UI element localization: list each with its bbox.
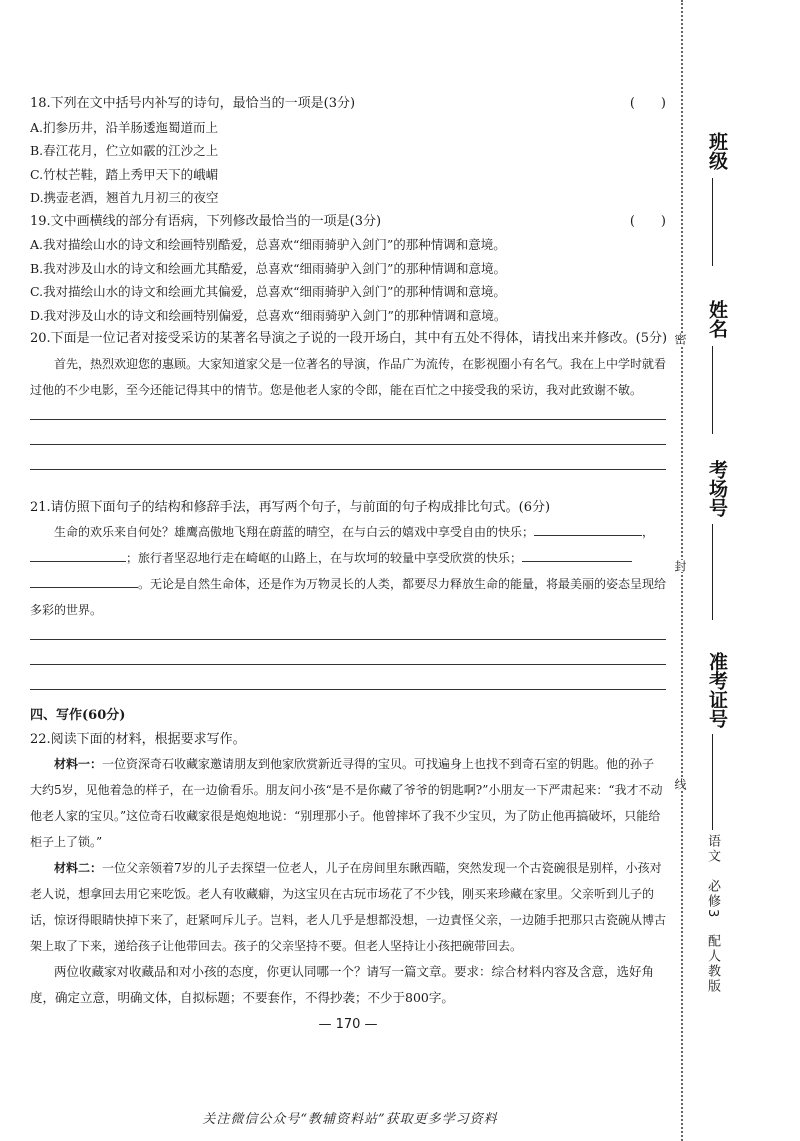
q19-option-b: B.我对涉及山水的诗文和绘画尤其酷爱，总喜欢“细雨骑驴入剑门”的那种情调和意境。: [30, 260, 506, 276]
main-content: [30, 92, 666, 1032]
seal-mark-feng: 封: [673, 560, 687, 572]
q21-line3: 。无论是自然生命体，还是作为万物灵长的人类，都要尽力释放生命的能量，将最美丽的姿态呈现给多彩的世界。: [30, 571, 666, 623]
q19-option-c: C.我对描绘山水的诗文和绘画尤其偏爱，总喜欢“细雨骑驴入剑门”的那种情调和意境。: [30, 284, 506, 299]
q19-answer-paren: ( ): [629, 213, 666, 229]
fill-blank[interactable]: [522, 547, 632, 562]
subject-label: 语文 必修3 配人教版: [705, 834, 720, 995]
page-number: — 170 —: [318, 1017, 378, 1032]
q19-option-a: A.我对描绘山水的诗文和绘画特别酷爱，总喜欢“细雨骑驴入剑门”的那种情调和意境。: [30, 237, 506, 252]
q21-line1: 生命的欢乐来自何处？雄鹰高傲地飞翔在蔚蓝的晴空，在与白云的嬉戏中享受自由的快乐； ，: [30, 519, 666, 545]
q20-stem: 20.下面是一位记者对接受采访的某著名导演之子说的一段开场白，其中有五处不得体，请找出来并修改。(5分): [30, 331, 668, 346]
fill-blank[interactable]: [30, 573, 138, 588]
q18-option-d: D.携壶老酒，翘首九月初三的夜空: [30, 190, 219, 205]
q21-stem: 21.请仿照下面句子的结构和修辞手法，再写两个句子，与前面的句子构成排比句式。(6分): [30, 499, 551, 515]
q21-line2: ；旅行者坚忍地行走在崎岖的山路上，在与坎坷的较量中享受欣赏的快乐；: [30, 545, 666, 571]
section-heading: 四、写作(60分): [30, 708, 126, 723]
q19-stem: 19.文中画横线的部分有语病，下列修改最恰当的一项是(3分) ( ): [30, 210, 666, 234]
class-label: 班级: [706, 132, 728, 170]
q18-answer-paren: ( ): [629, 96, 666, 111]
name-field[interactable]: [712, 346, 713, 434]
q18-stem: 18.下列在文中括号内补写的诗句，最恰当的一项是(3分) ( ): [30, 92, 666, 116]
name-label: 姓名: [706, 300, 728, 338]
exam-room-field[interactable]: [712, 524, 713, 620]
q22-material-1: 材料一：一位资深奇石收藏家邀请朋友到他家欣赏新近寻得的宝贝。可找遍身上也找不到奇石室的钥匙。他的孙子大约5岁，见他着急的样子，在一边偷看乐。朋友问小孩“是不是你藏了爷爷的钥匙啊?”小朋友一下严肃起来：“我才不动他老人家的宝贝。”这位奇石收藏家很是炮炮地说：“别理那小子。他曾摔坏了我不少宝贝，为了防止他再搞破坏，只能给柜子上了锁。”: [30, 757, 663, 849]
fill-blank[interactable]: [534, 521, 642, 536]
exam-room-label: 考场号: [706, 460, 728, 517]
q18-option-c: C.竹杖芒鞋，踏上秀甲天下的峨嵋: [30, 166, 219, 182]
q22-stem: 22.阅读下面的材料，根据要求写作。: [30, 731, 246, 747]
footer-notice: 关注微信公众号“教辅资料站”获取更多学习资料: [202, 1112, 498, 1127]
q19-option-d: D.我对涉及山水的诗文和绘画特别偏爱，总喜欢“细雨骑驴入剑门”的那种情调和意境。: [30, 307, 507, 323]
admission-id-field[interactable]: [712, 734, 713, 830]
seal-mark-mi: 密: [673, 333, 687, 345]
q18-option-a: A.扪参历井，沿羊肠逶迤蜀道而上: [30, 119, 219, 135]
q22-material-2: 材料二：一位父亲领着7岁的儿子去探望一位老人，儿子在房间里东瞅西瞄，突然发现一个古瓷碗很是别样，小孩对老人说，想拿回去用它来吃饭。老人有收藏癖，为这宝贝在古玩市场花了不少钱，刚买来珍藏在家里。父亲听到儿子的话，惊讶得眼睛快掉下来了，赶紧呵斥儿子。岂料，老人几乎是想都没想，一边責怪父亲，一边随手把那只古瓷碗从博古架上取了下来，递给孩子让他带回去。孩子的父亲坚持不要。但老人坚持让小孩把碗带回去。: [30, 861, 667, 953]
q18-option-b: B.春江花月，伫立如霰的江沙之上: [30, 143, 219, 158]
q22-requirements: 两位收藏家对收藏品和对小孩的态度，你更认同哪一个？请写一篇文章。要求：综合材料内容及含意，选好角度，确定立意，明确文体，自拟标题；不要套作，不得抄袭；不少于800字。: [30, 964, 655, 1005]
q20-passage: 首先，热烈欢迎您的惠顾。大家知道家父是一位著名的导演，作品广为流传，在影视圈小有名气。我在上中学时就看过他的不少电影，至今还能记得其中的情节。您是他老人家的令郎，能在百忙之中接受我的采访，我对此致谢不敏。: [30, 356, 667, 397]
class-field[interactable]: [712, 178, 713, 266]
fill-blank[interactable]: [30, 547, 126, 562]
admission-id-label: 准考证号: [706, 652, 728, 728]
seal-mark-xian: 线: [673, 778, 687, 790]
